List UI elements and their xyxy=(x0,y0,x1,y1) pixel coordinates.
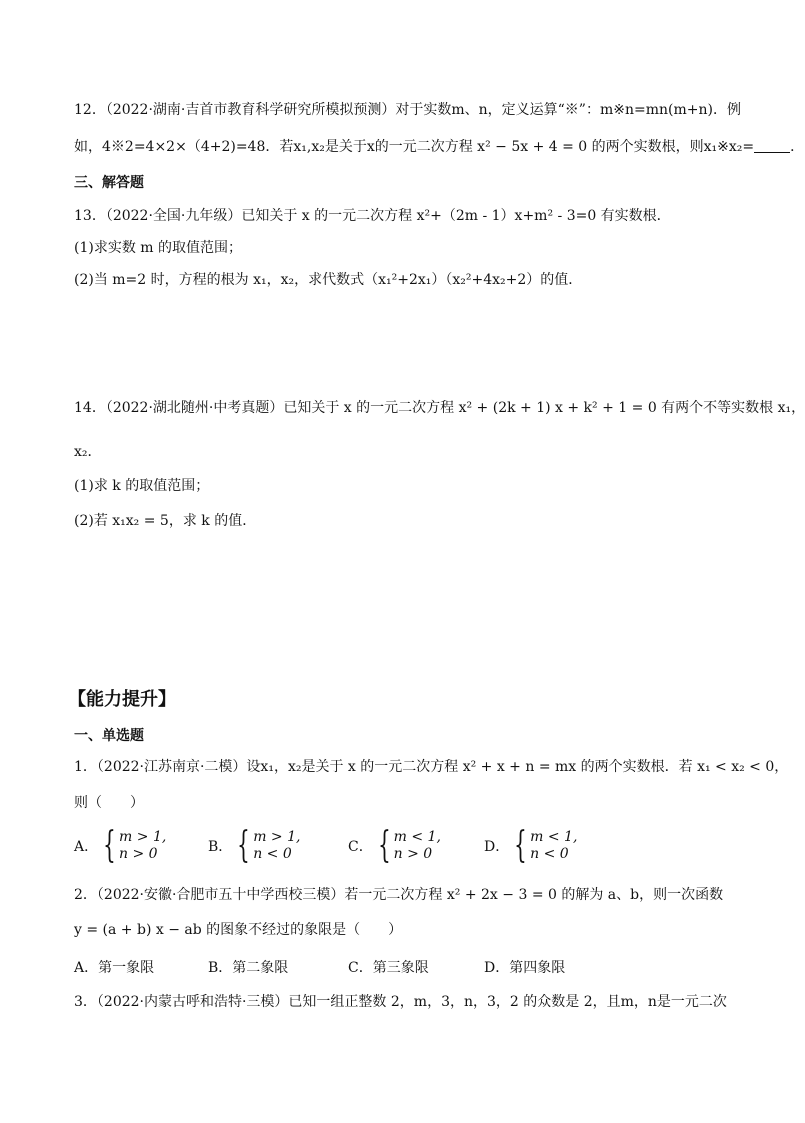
system-row-top: m < 1, xyxy=(393,829,441,845)
inequality-system xyxy=(530,829,577,863)
q14-line-2: x₂． xyxy=(74,444,102,460)
q12-line-1: 12．（2022·湖南·吉首市教育科学研究所模拟预测）对于实数m、n，定义运算“※”：m※n=mn(m+n)．例 xyxy=(74,102,741,118)
q1-options xyxy=(74,825,594,868)
inequality-system xyxy=(253,829,300,863)
q2-line-2: y = (a + b) x − ab 的图象不经过的象限是（ ） xyxy=(74,922,403,938)
option-label: C． xyxy=(348,839,373,855)
left-brace-icon: { xyxy=(237,825,251,866)
q14-line-1: 14．（2022·湖北随州·中考真题）已知关于 x 的一元二次方程 x² + (2k + 1) x + k² + 1 = 0 有两个不等实数根 x₁， xyxy=(74,400,805,416)
q1-line-2: 则（ ） xyxy=(74,795,144,811)
system-row-bottom: n < 0 xyxy=(530,846,569,862)
section-heading-answer-questions: 三、解答题 xyxy=(74,175,144,191)
inequality-system xyxy=(394,829,441,863)
system-row-top: m < 1, xyxy=(530,829,578,845)
left-brace-icon: { xyxy=(103,825,116,866)
answer-blank xyxy=(754,138,790,153)
inequality-system xyxy=(119,829,166,863)
q3-line-1: 3．（2022·内蒙古呼和浩特·三模）已知一组正整数 2，m，3，n，3，2 的众数是 2，且m，n是一元二次 xyxy=(74,994,727,1010)
q13-line-3: (2)当 m=2 时，方程的根为 x₁，x₂，求代数式（x₁²+2x₁）（x₂²+4x₂+2）的值． xyxy=(74,272,583,288)
left-brace-icon: { xyxy=(514,825,527,866)
q12-line-2-end: ． xyxy=(790,139,805,155)
system-row-bottom: n > 0 xyxy=(393,846,433,862)
option-label: A． xyxy=(74,839,99,855)
q2-option-c[interactable]: C．第三象限 xyxy=(348,960,429,976)
q2-option-a[interactable]: A．第一象限 xyxy=(74,960,155,976)
option-label: B． xyxy=(208,839,233,855)
section-heading-single-choice: 一、单选题 xyxy=(74,728,144,744)
q1-option-b[interactable] xyxy=(208,825,301,866)
q1-option-d[interactable] xyxy=(484,825,578,866)
q2-option-b[interactable]: B．第二象限 xyxy=(208,960,289,976)
q13-line-2: (1)求实数 m 的取值范围； xyxy=(74,240,243,256)
q2-options xyxy=(74,957,594,977)
q1-option-a[interactable] xyxy=(74,825,167,866)
system-row-bottom: n < 0 xyxy=(253,846,292,862)
q12-line-2-text: 如，4※2=4×2×（4+2)=48．若x₁,x₂是关于x的一元二次方程 x² − 5x + 4 = 0 的两个实数根，则x₁※x₂= xyxy=(74,139,755,155)
left-brace-icon: { xyxy=(377,825,391,866)
q13-line-1: 13．（2022·全国·九年级）已知关于 x 的一元二次方程 x²+（2m - 1）x+m² - 3=0 有实数根． xyxy=(74,208,671,224)
system-row-top: m > 1, xyxy=(253,829,301,845)
q2-line-1: 2．（2022·安徽·合肥市五十中学西校三模）若一元二次方程 x² + 2x − 3 = 0 的解为 a、b，则一次函数 xyxy=(74,887,724,903)
q14-line-3: (1)求 k 的取值范围； xyxy=(74,478,210,494)
option-label: D． xyxy=(484,839,510,855)
q14-line-4: (2)若 x₁x₂ = 5，求 k 的值． xyxy=(74,513,257,529)
ability-heading: 【能力提升】 xyxy=(68,689,176,710)
system-row-bottom: n > 0 xyxy=(119,846,158,862)
q2-option-d[interactable]: D．第四象限 xyxy=(484,960,566,976)
q1-option-c[interactable] xyxy=(348,825,441,866)
system-row-top: m > 1, xyxy=(119,829,167,845)
q1-line-1: 1．（2022·江苏南京·二模）设x₁，x₂是关于 x 的一元二次方程 x² + x + n = mx 的两个实数根．若 x₁ < x₂ < 0， xyxy=(74,759,789,775)
q12-line-2 xyxy=(74,137,804,157)
